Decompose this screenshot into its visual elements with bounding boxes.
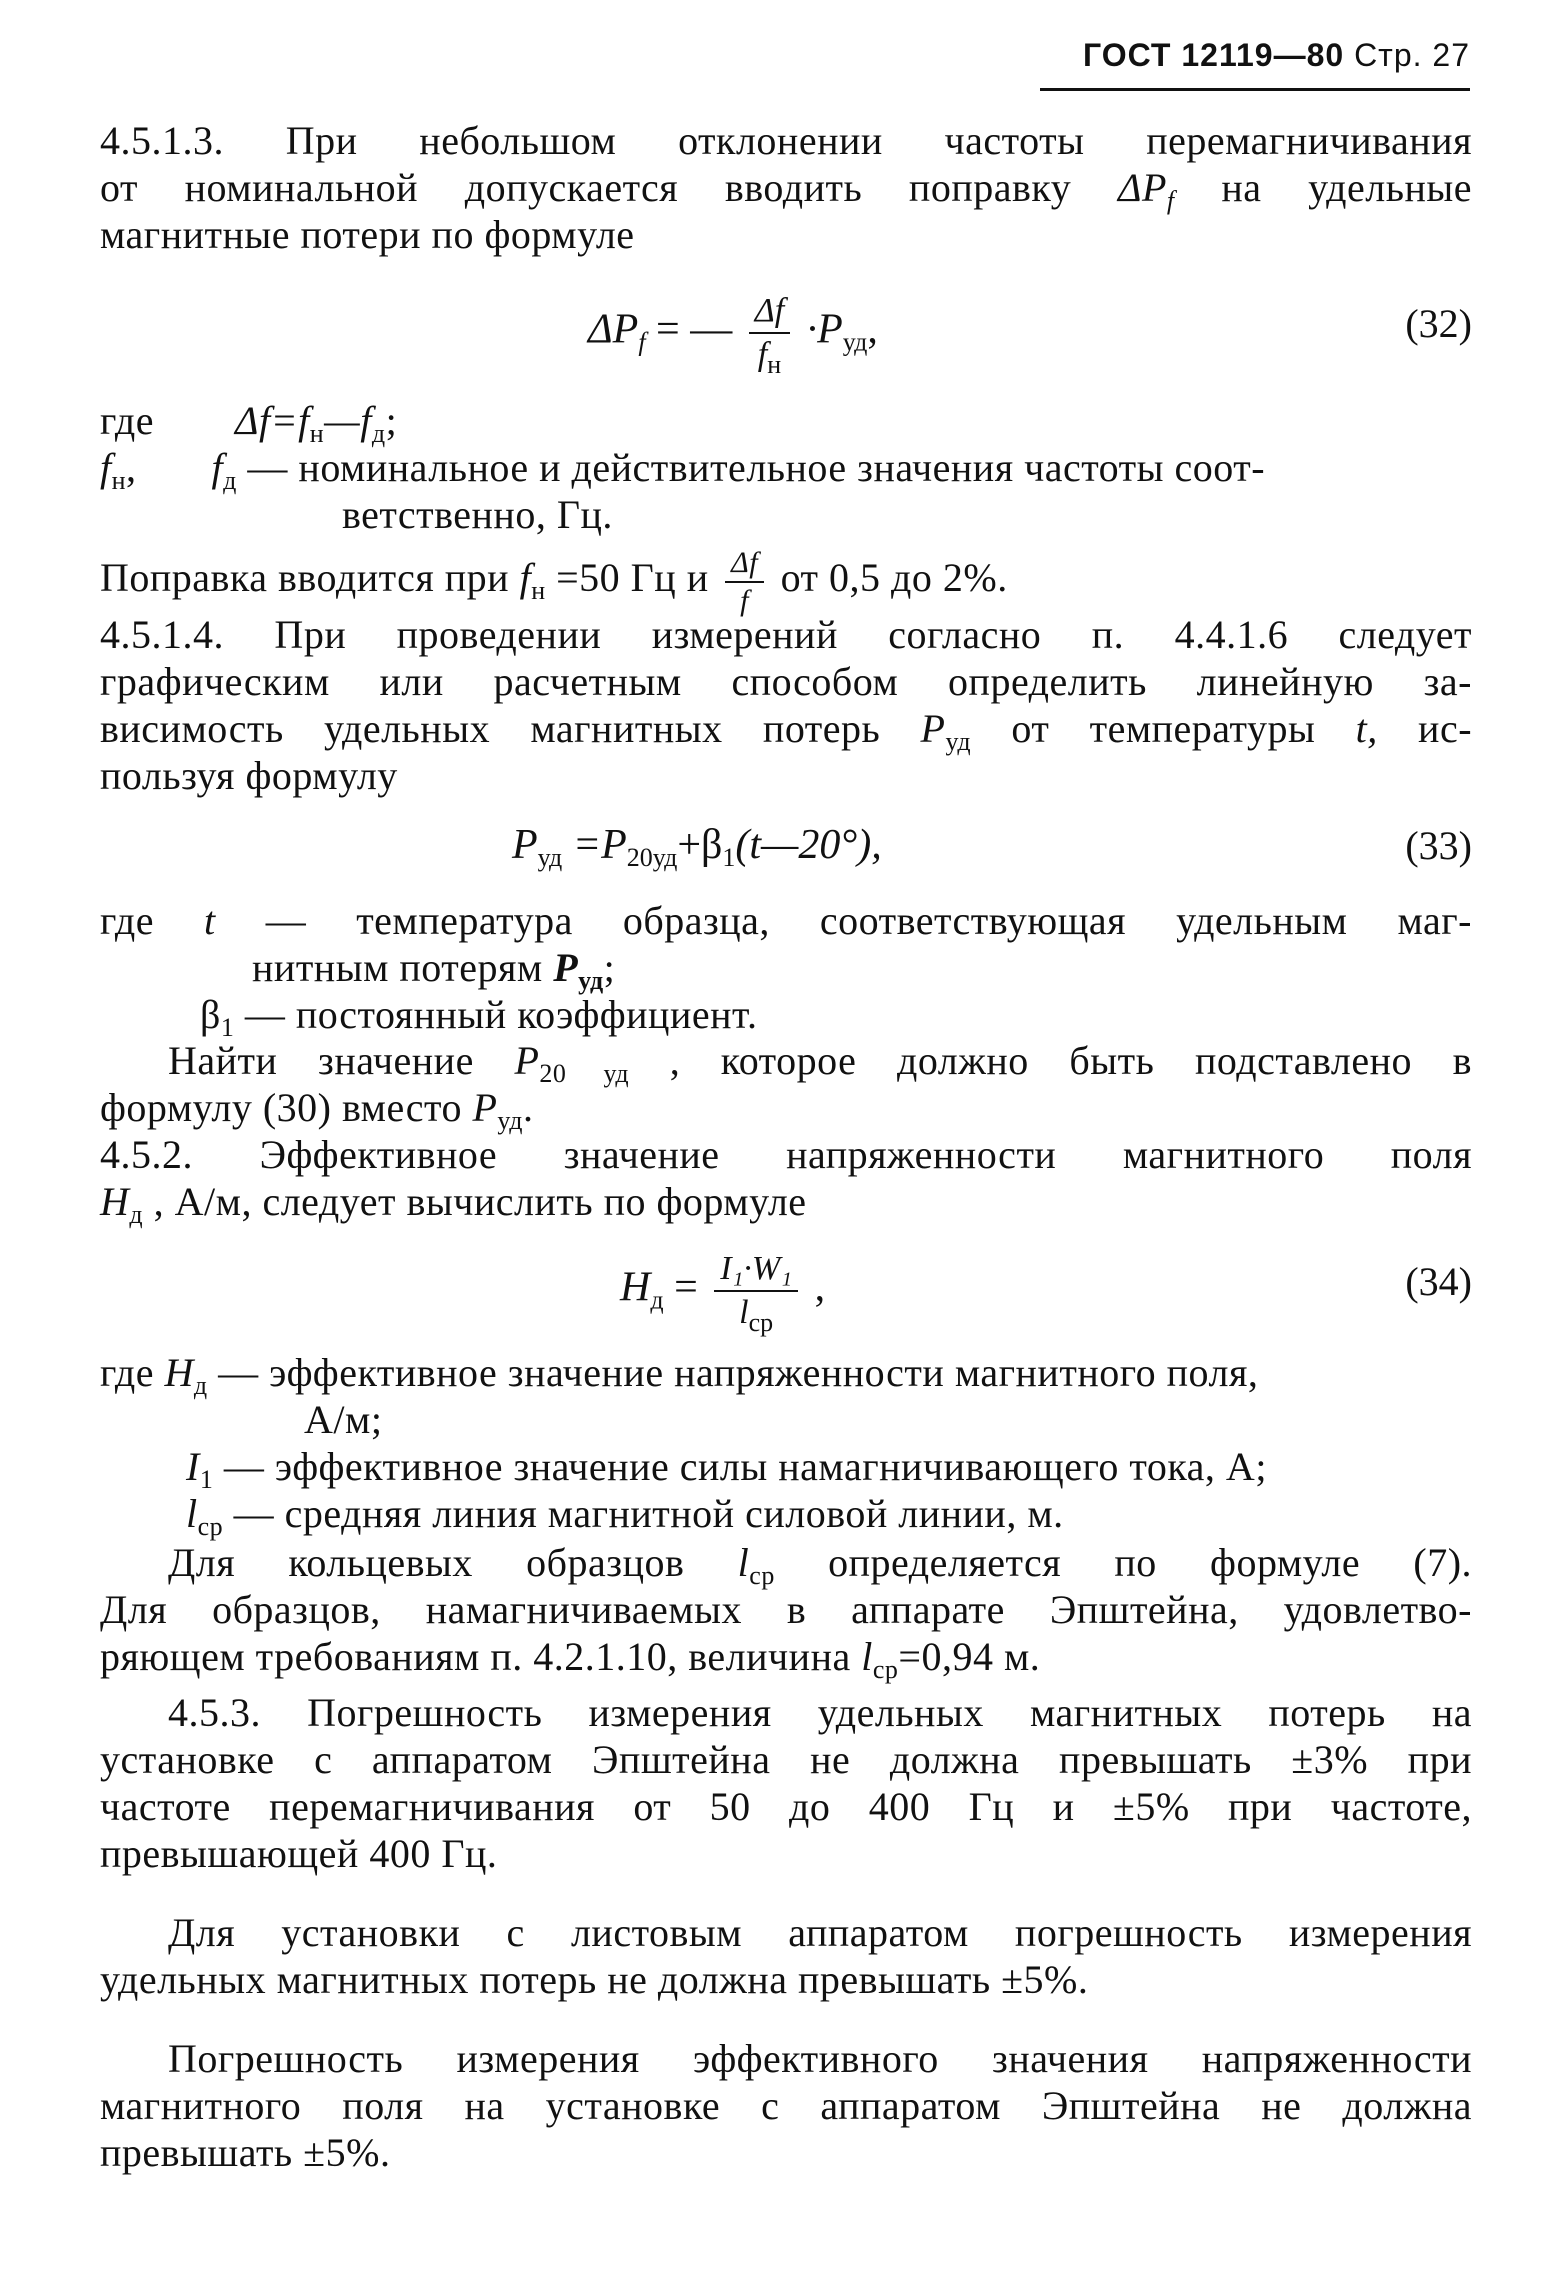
where-line: $\beta_1$ — постоянный коэффициент.: [200, 992, 758, 1042]
paragraph-line: 4.5.3. Погрешность измерения удельных магнитных потерь на: [168, 1690, 1472, 1735]
where-line: где $\Delta f=f_н—f_д$;: [100, 398, 398, 448]
page-header: [1040, 30, 1470, 91]
fraction: $\frac{\text{I₁·W₁}}{l_{ср}}$: [714, 1248, 798, 1334]
paragraph-line: 4.5.1.4. При проведении измерений согласно п. 4.4.1.6 следует: [100, 612, 1472, 657]
where-line: ветственно, Гц.: [342, 492, 613, 537]
where-line: А/м;: [304, 1397, 383, 1442]
paragraph-line: удельных магнитных потерь не должна превышать ±5%.: [100, 1957, 1089, 2002]
where-line: $l_{ср}$ — средняя линия магнитной силовой линии, м.: [186, 1491, 1064, 1541]
standard-number: ГОСТ 12119—80: [1083, 37, 1345, 73]
paragraph-line: Для образцов, намагничиваемых в аппарате Эпштейна, удовлетво-: [100, 1587, 1472, 1632]
where-line: нитным потерям $P_{уд}$;: [252, 945, 616, 995]
equation-number: (34): [1405, 1259, 1472, 1304]
paragraph-line: формулу (30) вместо $P_{уд}$.: [100, 1085, 534, 1135]
page-number: Стр. 27: [1354, 37, 1470, 73]
paragraph-line: от номинальной допускается вводить поправку $\Delta P_f$ на удельные: [100, 165, 1473, 215]
paragraph-line: Для установки с листовым аппаратом погрешность измерения: [168, 1910, 1472, 1955]
where-line: где $H_д$ — эффективное значение напряженности магнитного поля,: [100, 1350, 1259, 1400]
where-line: $f_н$, $f_д$ — номинальное и действительное значения частоты соот-: [100, 445, 1266, 495]
paragraph-line: пользуя формулу: [100, 753, 398, 798]
paragraph-line: Для кольцевых образцов $l_{ср}$ определяется по формуле (7).: [168, 1540, 1473, 1590]
paragraph-line: Найти значение $P_{20 уд}$ , которое должно быть подставлено в: [168, 1038, 1473, 1088]
paragraph-line: висимость удельных магнитных потерь $P_{уд}$ от температуры t, ис-: [100, 706, 1473, 756]
paragraph-line: магнитного поля на установке с аппаратом Эпштейна не должна: [100, 2083, 1472, 2128]
paragraph-line: $H_д$ , А/м, следует вычислить по формуле: [100, 1179, 807, 1229]
paragraph-line: Поправка вводится при $f_н =50$ Гц и $\frac{\Delta f}{f}$ от 0,5 до 2%.: [100, 546, 1008, 617]
paragraph-line: установке с аппаратом Эпштейна не должна превышать ±3% при: [100, 1737, 1472, 1782]
paragraph-line: превышающей 400 Гц.: [100, 1831, 498, 1876]
paragraph-line: графическим или расчетным способом определить линейную за-: [100, 659, 1472, 704]
math-var: $\Delta P_f$: [1117, 165, 1175, 215]
equation-number: (32): [1405, 301, 1472, 346]
paragraph-line: магнитные потери по формуле: [100, 212, 635, 257]
formula-34: $H_д$ = $\frac{\text{I₁·W₁}}{l_{ср}}$ ,: [620, 1250, 826, 1337]
paragraph-line: превышать ±5%.: [100, 2130, 391, 2175]
where-line: $I_1$ — эффективное значение силы намагничивающего тока, А;: [186, 1444, 1267, 1494]
paragraph-line: 4.5.1.3. При небольшом отклонении частоты перемагничивания: [100, 118, 1472, 163]
paragraph-line: частоте перемагничивания от 50 до 400 Гц и ±5% при частоте,: [100, 1784, 1472, 1829]
equation-number: (33): [1405, 823, 1472, 868]
paragraph-line: ряющем требованиям п. 4.2.1.10, величина $l_{ср}=0,94$ м.: [100, 1634, 1041, 1684]
fraction: $\frac{\Delta f}{f}$: [725, 545, 764, 619]
fraction: $\frac{\Delta f}{f_н}$: [749, 290, 790, 376]
where-line: где t — температура образца, соответствующая удельным маг-: [100, 898, 1473, 943]
paragraph-line: 4.5.2. Эффективное значение напряженности магнитного поля: [100, 1132, 1472, 1177]
formula-32: $\Delta P_f$ = — $\frac{\Delta f}{f_н}$ $\cdot P_{уд}$,: [588, 292, 878, 379]
paragraph-line: Погрешность измерения эффективного значения напряженности: [168, 2036, 1472, 2081]
formula-33: $P_{уд}$ $=P_{20уд}+\beta_1(t—20^\circ)$,: [512, 822, 882, 872]
